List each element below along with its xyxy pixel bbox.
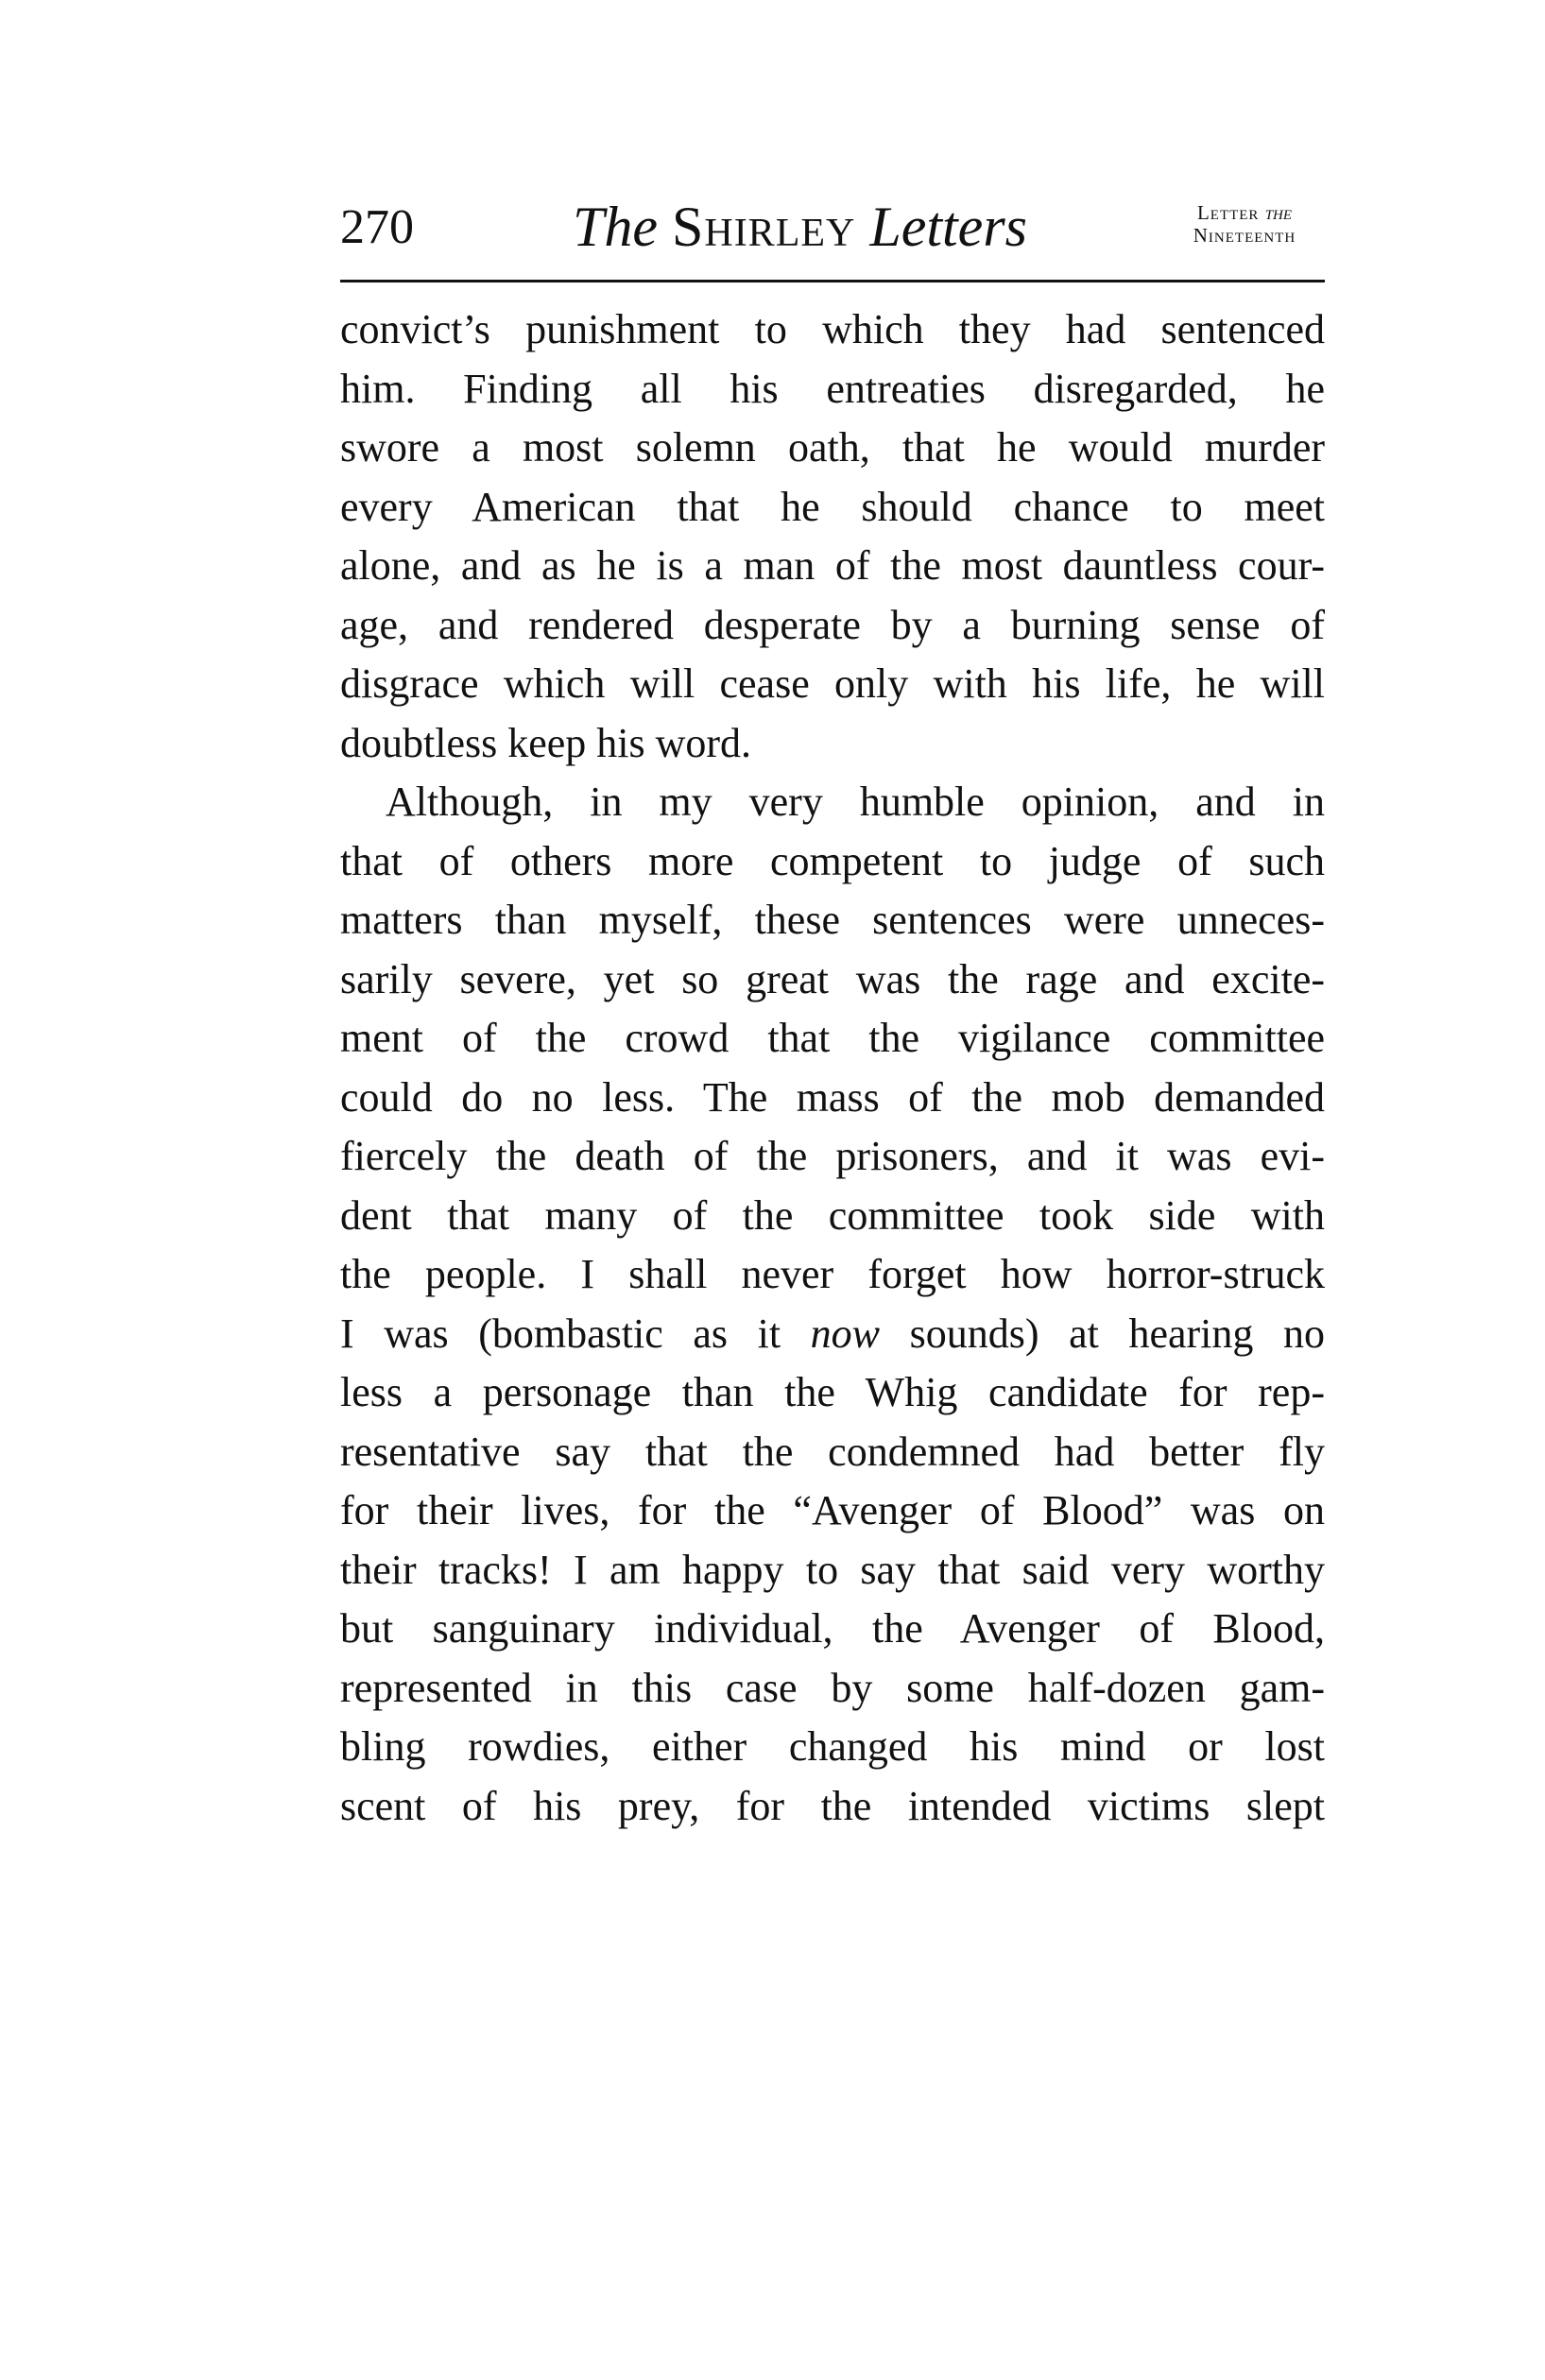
text-line: for their lives, for the “Avenger of Blood” was on: [340, 1487, 1325, 1533]
letter-the: the: [1264, 201, 1293, 224]
text-line: age, and rendered desperate by a burning sense of: [340, 601, 1325, 648]
title-the: The: [573, 196, 658, 258]
text-line: convict’s punishment to which they had sentenced: [340, 306, 1325, 352]
title-letters: Letters: [869, 196, 1028, 258]
text-line: matters than myself, these sentences were unneces-: [340, 897, 1325, 943]
text-line: but sanguinary individual, the Avenger of Blood,: [340, 1605, 1325, 1652]
text-line: could do no less. The mass of the mob demanded: [340, 1073, 1325, 1121]
text-line: every American that he should chance to meet: [340, 483, 1325, 530]
italic-word: now: [810, 1310, 881, 1357]
text-line: represented in this case by some half-dozen gam-: [340, 1664, 1325, 1711]
body-text: [340, 300, 1325, 1836]
text-fragment: sounds) at hearing no: [880, 1310, 1325, 1357]
text-line: scent of his prey, for the intended victims slept: [340, 1782, 1325, 1829]
text-line: fiercely the death of the prisoners, and it was evi-: [340, 1133, 1325, 1179]
text-line: less a personage than the Whig candidate for rep-: [340, 1369, 1325, 1415]
text-fragment: I was (bombastic as it: [340, 1310, 811, 1357]
letter-number: Nineteenth: [1193, 224, 1296, 247]
text-line: swore a most solemn oath, that he would murder: [340, 424, 1325, 471]
header-rule: [340, 280, 1325, 283]
letter-word: Letter: [1196, 201, 1260, 224]
title-shirley: Shirley: [672, 196, 856, 258]
running-header: [340, 194, 1325, 269]
text-line: disgrace which will cease only with his life, he will: [340, 660, 1325, 707]
text-line: sarily severe, yet so great was the rage and excite-: [340, 955, 1325, 1002]
text-line: the people. I shall never forget how horror-struck: [340, 1251, 1325, 1297]
text-line: doubtless keep his word.: [340, 719, 752, 766]
text-line: alone, and as he is a man of the most dauntless cour-: [340, 542, 1325, 589]
text-line: dent that many of the committee took side with: [340, 1191, 1325, 1239]
page-number: 270: [340, 200, 414, 254]
paragraph-start-line: Although, in my very humble opinion, and in: [386, 779, 1325, 825]
text-line: resentative say that the condemned had better fly: [340, 1428, 1325, 1475]
running-title: [573, 194, 1027, 260]
text-line: him. Finding all his entreaties disregarded, he: [340, 365, 1325, 412]
text-line: bling rowdies, either changed his mind or lost: [340, 1723, 1325, 1770]
letter-label: [1164, 201, 1325, 247]
text-line: ment of the crowd that the vigilance committee: [340, 1015, 1325, 1061]
text-line: their tracks! I am happy to say that said very worthy: [340, 1546, 1325, 1593]
text-line-with-italic: [340, 1305, 1325, 1364]
text-line: that of others more competent to judge of such: [340, 837, 1325, 884]
